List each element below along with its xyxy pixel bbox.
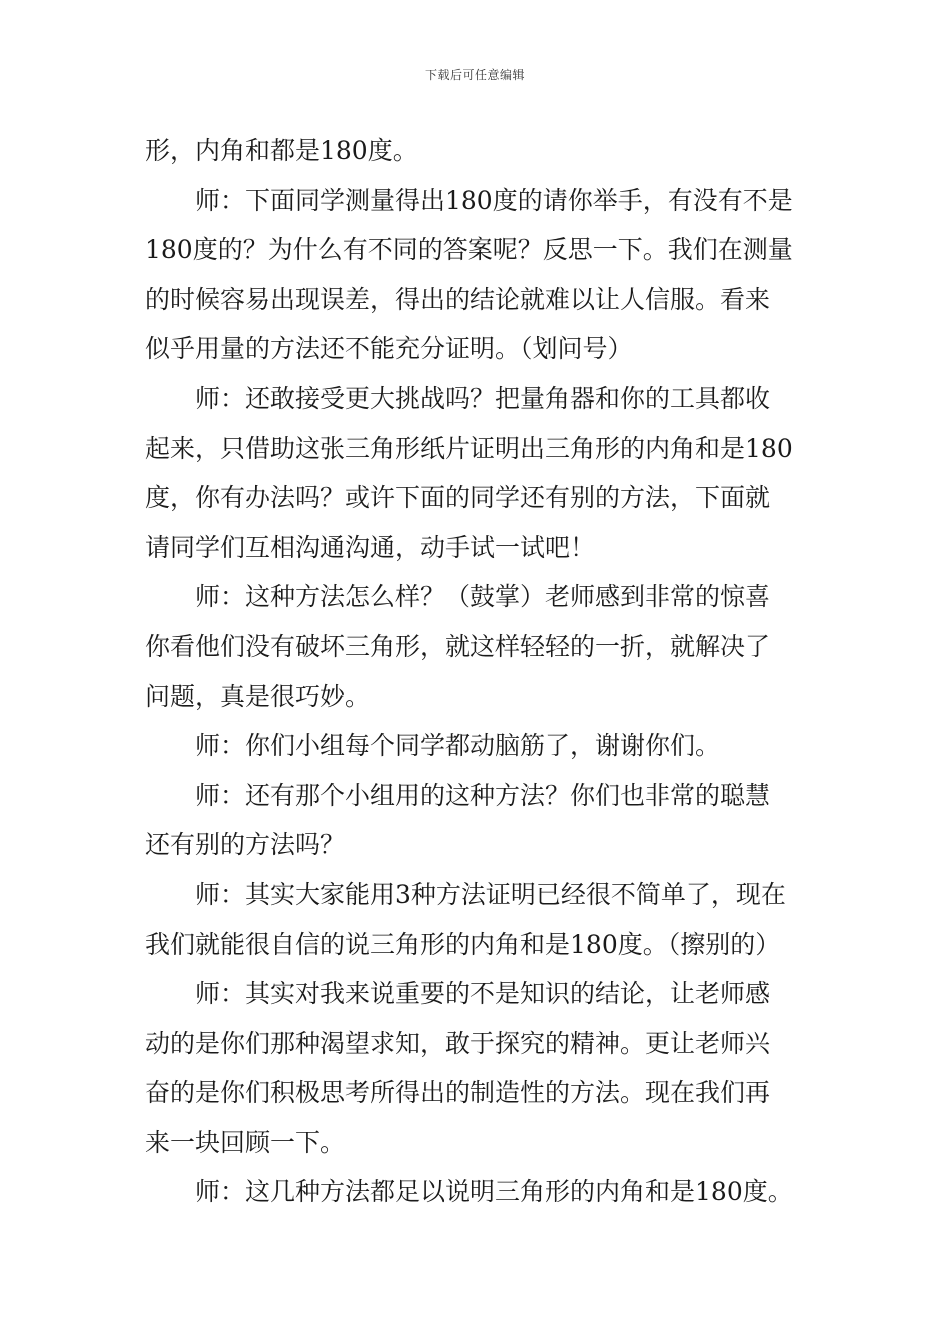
- paragraph: [145, 721, 807, 771]
- text-line: 180度的？为什么有不同的答案呢？反思一下。我们在测量: [145, 235, 793, 265]
- paragraph: [145, 771, 807, 870]
- paragraph: [145, 126, 807, 176]
- paragraph: [145, 176, 807, 374]
- text-line: 问题，真是很巧妙。: [145, 681, 371, 711]
- text-line: 师：这种方法怎么样？（鼓掌）老师感到非常的惊喜: [195, 582, 771, 612]
- text-line: 请同学们互相沟通沟通，动手试一试吧！: [145, 532, 596, 562]
- text-line: 师：你们小组每个同学都动脑筋了，谢谢你们。: [195, 731, 721, 761]
- text-line: 起来，只借助这张三角形纸片证明出三角形的内角和是180: [145, 433, 793, 463]
- text-line: 师：下面同学测量得出180度的请你举手，有没有不是: [195, 185, 793, 215]
- text-line: 还有别的方法吗？: [145, 830, 346, 860]
- text-line: 似乎用量的方法还不能充分证明。（划问号）: [145, 334, 633, 364]
- text-line: 动的是你们那种渴望求知，敢于探究的精神。更让老师兴: [145, 1028, 771, 1058]
- text-line: 师：还有那个小组用的这种方法？你们也非常的聪慧: [195, 780, 771, 810]
- text-line: 度，你有办法吗？或许下面的同学还有别的方法，下面就: [145, 483, 771, 513]
- text-line: 师：其实大家能用3种方法证明已经很不简单了，现在: [195, 879, 786, 909]
- text-line: 你看他们没有破坏三角形，就这样轻轻的一折，就解决了: [145, 631, 771, 661]
- text-line: 师：还敢接受更大挑战吗？把量角器和你的工具都收: [195, 383, 771, 413]
- paragraph: [145, 870, 807, 969]
- paragraph: [145, 969, 807, 1167]
- text-line: 我们就能很自信的说三角形的内角和是180度。（擦别的）: [145, 929, 781, 959]
- text-line: 的时候容易出现误差，得出的结论就难以让人信服。看来: [145, 284, 771, 314]
- text-line: 师：其实对我来说重要的不是知识的结论，让老师感: [195, 979, 771, 1009]
- page-header: 下载后可任意编辑: [424, 68, 525, 82]
- text-line: 奋的是你们积极思考所得出的制造性的方法。现在我们再: [145, 1078, 771, 1108]
- text-line: 形，内角和都是180度。: [145, 136, 418, 165]
- paragraph: [145, 572, 807, 721]
- text-line: 师：这几种方法都足以说明三角形的内角和是180度。: [195, 1177, 793, 1207]
- document-body: [145, 126, 807, 1217]
- text-line: 来一块回顾一下。: [145, 1127, 346, 1157]
- paragraph: [145, 374, 807, 572]
- paragraph: [145, 1167, 807, 1217]
